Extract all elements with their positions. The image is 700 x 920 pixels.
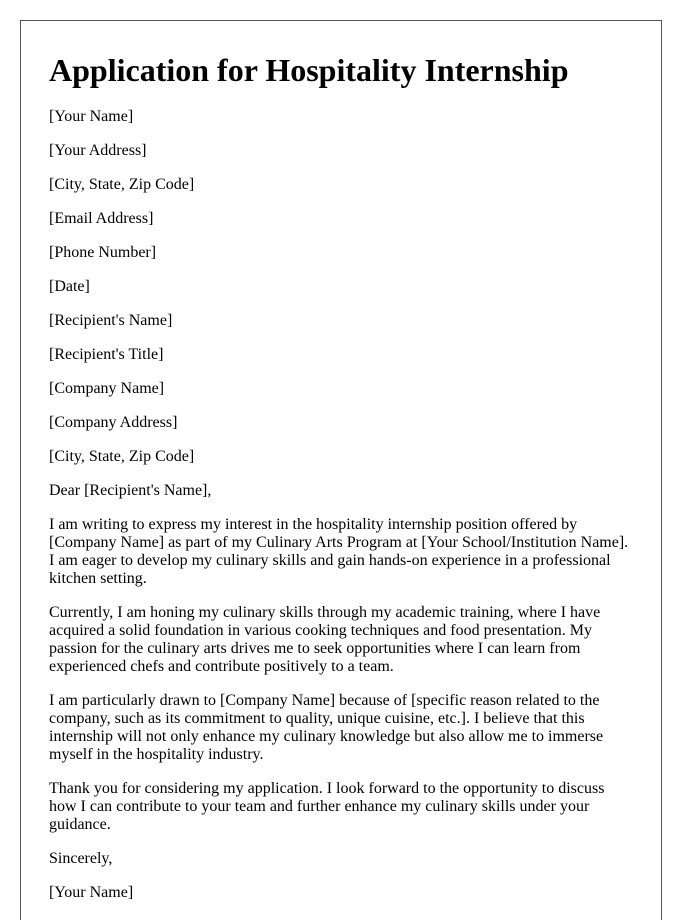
sender-email: [Email Address] xyxy=(49,210,154,227)
body-paragraph-1: I am writing to express my interest in the hospitality internship position offered by [Company Name] as part of my Culinary Arts Program at [Your School/Institution Name]. I am eager to develop my culinary skills and gain hands-on experience in a professional kitchen setting. xyxy=(49,516,629,587)
letter-content xyxy=(49,50,649,918)
letter-date: [Date] xyxy=(49,278,90,295)
sender-address: [Your Address] xyxy=(49,142,147,159)
recipient-title: [Recipient's Title] xyxy=(49,346,164,363)
sender-phone: [Phone Number] xyxy=(49,244,157,261)
recipient-city-state-zip: [City, State, Zip Code] xyxy=(49,448,195,465)
body-paragraph-3: I am particularly drawn to [Company Name] because of [specific reason related to the company, such as its commitment to quality, unique cuisine, etc.]. I believe that this internship will not only enhance my culinary knowledge but also allow me to immerse myself in the hospitality industry. xyxy=(49,692,604,763)
recipient-address: [Company Address] xyxy=(49,414,178,431)
letter-title: Application for Hospitality Internship xyxy=(49,52,569,88)
recipient-company: [Company Name] xyxy=(49,380,165,397)
sender-block xyxy=(49,108,649,296)
recipient-block xyxy=(49,312,649,466)
closing: Sincerely, xyxy=(49,850,113,867)
letter-page xyxy=(20,20,662,920)
salutation: Dear [Recipient's Name], xyxy=(49,482,212,499)
body-paragraph-2: Currently, I am honing my culinary skills through my academic training, where I have acquired a solid foundation in various cooking techniques and food presentation. My passion for the culinary arts drives me to seek opportunities where I can learn from experienced chefs and contribute positively to a team. xyxy=(49,604,601,675)
body-paragraph-4: Thank you for considering my application. I look forward to the opportunity to discuss how I can contribute to your team and further enhance my culinary skills under your guidance. xyxy=(49,780,605,833)
sender-city-state-zip: [City, State, Zip Code] xyxy=(49,176,195,193)
signature: [Your Name] xyxy=(49,884,134,901)
sender-name: [Your Name] xyxy=(49,108,134,125)
recipient-name: [Recipient's Name] xyxy=(49,312,173,329)
